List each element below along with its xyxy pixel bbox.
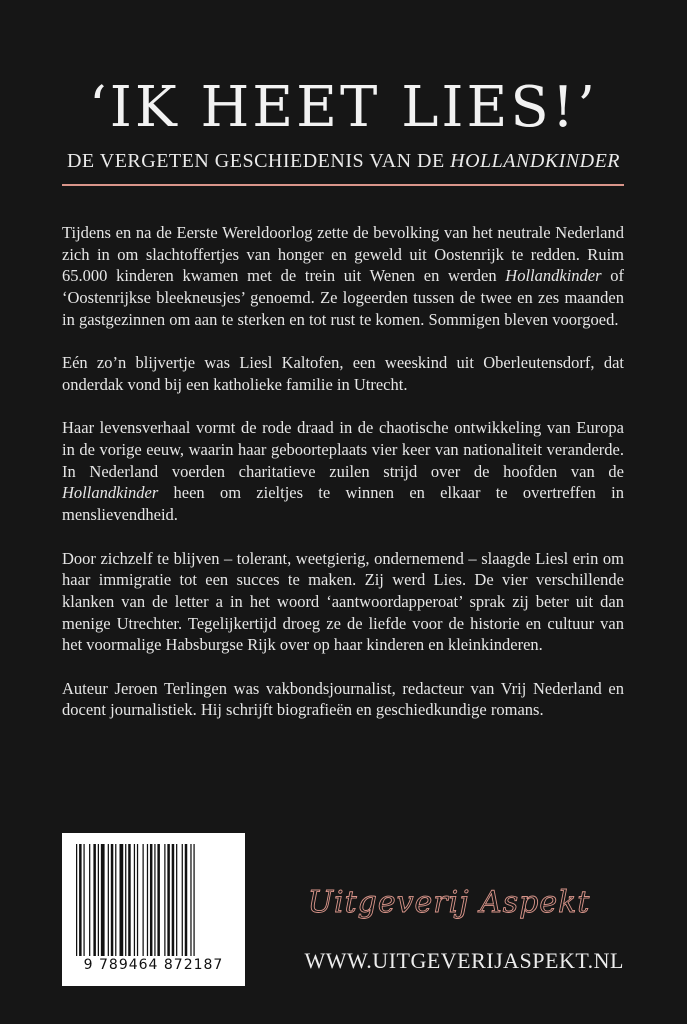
barcode-stripe	[125, 844, 126, 956]
accent-divider	[62, 184, 624, 186]
barcode-stripe	[164, 844, 165, 956]
barcode-stripe	[147, 844, 148, 956]
barcode-stripe	[115, 844, 116, 956]
barcode-stripe	[176, 844, 177, 956]
book-subtitle	[0, 150, 687, 173]
publisher-logo	[274, 872, 624, 932]
barcode-stripe	[143, 844, 144, 956]
p3-text-a: Haar levensverhaal vormt de rode draad in de chaotische ontwikkeling van Europa in de vorige eeuw, waarin haar geboorteplaats vier keer van nationaliteit veranderde. In Nederland voerden charitatieve zuilen strijd over de hoofden van de	[62, 418, 624, 481]
publisher-url[interactable]: WWW.UITGEVERIJASPEKT.NL	[304, 948, 624, 973]
barcode-stripe	[190, 844, 191, 956]
subtitle-text: DE VERGETEN GESCHIEDENIS VAN DE	[66, 150, 451, 172]
barcode-stripe	[134, 844, 135, 956]
barcode-stripe	[89, 844, 90, 956]
blurb-paragraph-5: Auteur Jeroen Terlingen was vakbondsjournalist, redacteur van Vrij Nederland en docent journalistiek. Hij schrijft biografieën en geschiedkundige romans.	[62, 678, 624, 720]
barcode-stripe	[193, 844, 194, 956]
barcode-stripe	[137, 844, 138, 956]
isbn-barcode	[62, 833, 245, 986]
barcode-stripe	[167, 844, 170, 956]
blurb	[62, 222, 624, 743]
barcode-stripe	[172, 844, 175, 956]
book-title: ‘IK HEET LIES!’	[88, 75, 599, 140]
blurb-paragraph-4: Door zichzelf te blijven – tolerant, weetgierig, ondernemend – slaagde Liesl erin om haar immigratie tot een succes te maken. Zij werd Lies. De vier verschillende klanken van de letter a in het woord ‘aantwoordapperoat’ sprak zij beter uit dan menige Utrechter. Tegelijkertijd droeg ze de liefde voor de historie en cultuur van het voormalige Habsburgse Rijk over op haar kinderen en kleinkinderen.	[62, 548, 624, 655]
p3-italic: Hollandkinder	[62, 483, 159, 503]
barcode-stripe	[182, 844, 183, 956]
p3-text-b: heen om zieltjes te winnen en elkaar te overtreffen in menslievendheid.	[62, 483, 624, 525]
barcode-stripe	[154, 844, 155, 956]
barcode-stripe	[79, 844, 82, 956]
barcode-stripe	[101, 844, 105, 956]
p1-text-a: Tijdens en na de Eerste Wereldoorlog zette de bevolking van het neutrale Nederland zich in om slachtoffertjes van honger en geweld uit Oostenrijk te redden. Ruim 65.000 kinderen kwamen met de trein uit Wenen en werden	[62, 223, 624, 286]
barcode-stripe	[76, 844, 77, 956]
barcode-stripe	[83, 844, 84, 956]
barcode-stripe	[108, 844, 109, 956]
barcode-stripe	[128, 844, 131, 956]
blurb-paragraph-3	[62, 417, 624, 526]
publisher-logo-text: Uitgeverij Aspekt	[307, 885, 591, 920]
barcode-bars-icon	[74, 844, 234, 956]
blurb-paragraph-1	[62, 222, 624, 331]
barcode-stripe	[111, 844, 114, 956]
barcode-stripe	[93, 844, 96, 956]
isbn-number: 9 789464 872187	[83, 957, 224, 973]
barcode-stripe	[185, 844, 188, 956]
p1-italic: Hollandkinder	[505, 266, 602, 286]
barcode-stripe	[150, 844, 153, 956]
barcode-stripe	[157, 844, 160, 956]
subtitle-italic: HOLLANDKINDER	[450, 150, 621, 172]
blurb-paragraph-2: Eén zo’n blijvertje was Liesl Kaltofen, een weeskind uit Oberleutensdorf, dat onderdak vond bij een katholieke familie in Utrecht.	[62, 353, 624, 394]
barcode-stripe	[98, 844, 99, 956]
p1-text-b: of ‘Oostenrijkse bleekneusjes’ genoemd. Ze logeerden tussen de twee en zes maanden in gastgezinnen om aan te sterken en tot rust te komen. Sommigen bleven voorgoed.	[62, 266, 625, 329]
barcode-stripe	[120, 844, 124, 956]
